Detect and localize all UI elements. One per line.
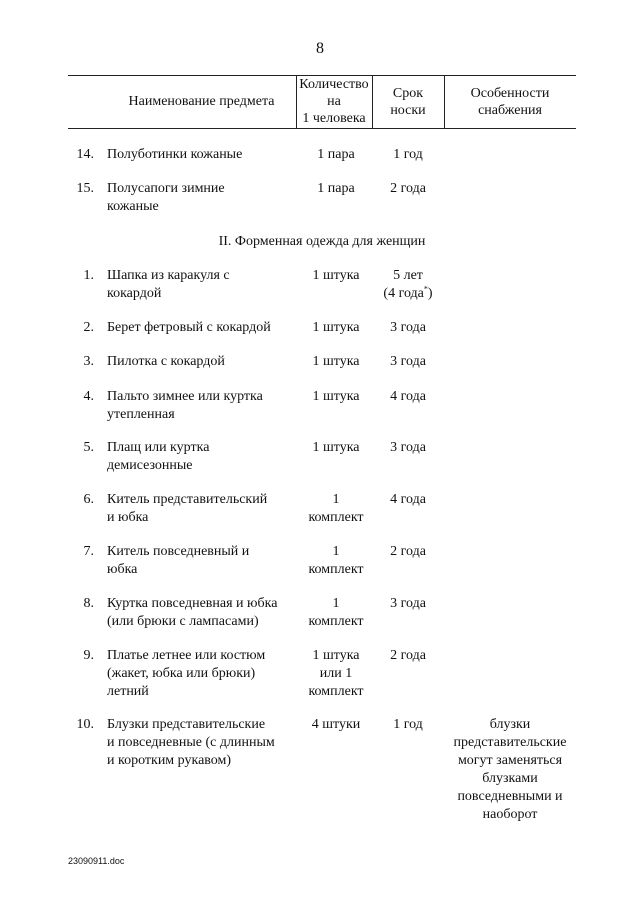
row-name [107, 319, 297, 337]
footnote-marker: * [423, 284, 428, 294]
row-term-line: 3 года [390, 596, 426, 611]
row-number: 14. [76, 147, 94, 162]
row-number: 2. [83, 320, 94, 335]
row-qty-line: 1 штука [312, 440, 360, 455]
row-name-line: и юбка [107, 510, 149, 525]
row-qty [296, 491, 376, 527]
row-qty [296, 543, 376, 579]
row-name-line: Пилотка с кокардой [107, 354, 225, 369]
row-note-line: блузки [489, 717, 531, 732]
row-number: 4. [83, 389, 94, 404]
row-qty-line: 1 пара [317, 181, 355, 196]
header-qty-line: Количество [299, 77, 369, 92]
row-name-line: и коротким рукавом) [107, 753, 232, 768]
header-qty-line: 1 человека [302, 111, 366, 126]
row-qty-line: 1 штука [312, 354, 360, 369]
row-qty [296, 716, 376, 734]
row-number: 15. [76, 181, 94, 196]
row-name-line: летний [107, 684, 149, 699]
row-qty [296, 180, 376, 198]
row-name [107, 388, 297, 424]
row-qty [296, 439, 376, 457]
row-term-close: ) [427, 286, 433, 301]
row-term [372, 353, 444, 371]
row-term-line: 2 года [390, 648, 426, 663]
row-name-line: Куртка повседневная и юбка [107, 596, 278, 611]
row-number: 1. [83, 268, 94, 283]
row-qty [296, 595, 376, 631]
row-note-line: повседневными и [457, 789, 563, 804]
row-qty-line: 1 штука [312, 389, 360, 404]
row-qty-line: комплект [308, 684, 364, 699]
row-name-line: кожаные [107, 199, 159, 214]
row-name [107, 146, 297, 164]
row-qty-line: 4 штуки [311, 717, 361, 732]
row-qty-line: 1 пара [317, 147, 355, 162]
row-term-text: (4 года [383, 286, 424, 301]
row-term-line [372, 285, 444, 303]
row-name [107, 543, 297, 579]
row-name-line: Китель повседневный и [107, 544, 250, 559]
row-qty-line: комплект [308, 614, 364, 629]
row-qty-line: 1 [332, 492, 340, 507]
row-name-line: Полусапоги зимние [107, 181, 225, 196]
row-term [372, 388, 444, 406]
row-qty [296, 647, 376, 701]
header-qty-line: на [327, 94, 341, 109]
section-title: II. Форменная одежда для женщин [218, 234, 426, 249]
row-qty-line: или 1 [319, 666, 353, 681]
row-name-line: и повседневные (с длинным [107, 735, 275, 750]
row-number: 10. [76, 717, 94, 732]
row-term-line: 1 год [393, 147, 423, 162]
row-number: 8. [83, 596, 94, 611]
row-term-line: 3 года [390, 320, 426, 335]
row-qty [296, 146, 376, 164]
header-note-line: снабжения [478, 103, 542, 118]
row-term-line: 3 года [390, 354, 426, 369]
row-number: 7. [83, 544, 94, 559]
header-note [444, 85, 576, 119]
row-name [107, 353, 297, 371]
row-term-line: 4 года [390, 389, 426, 404]
row-name-line: утепленная [107, 407, 175, 422]
row-name-line: кокардой [107, 286, 162, 301]
row-qty-line: 1 штука [312, 648, 360, 663]
row-note-line: могут заменяться [457, 753, 563, 768]
header-term-line: носки [390, 103, 426, 118]
row-name [107, 180, 297, 216]
row-number: 5. [83, 440, 94, 455]
row-qty-line: 1 штука [312, 320, 360, 335]
row-name-line: Блузки представительские [107, 717, 266, 732]
table-header-bottom-rule [68, 128, 576, 129]
row-name-line: демисезонные [107, 458, 193, 473]
row-term [372, 595, 444, 613]
row-term [372, 180, 444, 198]
row-name-line: Пальто зимнее или куртка [107, 389, 263, 404]
header-term [372, 85, 444, 119]
row-term [372, 491, 444, 509]
row-term [372, 319, 444, 337]
row-qty [296, 353, 376, 371]
row-name [107, 647, 297, 701]
page-number: 8 [316, 40, 324, 57]
row-qty-line: комплект [308, 510, 364, 525]
row-number: 9. [83, 648, 94, 663]
row-qty [296, 267, 376, 285]
row-term [372, 716, 444, 734]
row-name [107, 716, 297, 770]
row-term [372, 267, 444, 303]
header-note-line: Особенности [470, 86, 550, 101]
row-term-line: 1 год [393, 717, 423, 732]
footer-filename: 23090911.doc [68, 856, 125, 866]
header-term-line: Срок [392, 86, 424, 101]
header-name: Наименование предмета [128, 94, 275, 109]
row-name-line: (или брюки с лампасами) [107, 614, 259, 629]
row-term [372, 439, 444, 457]
row-note-line: представительские [453, 735, 567, 750]
header-qty [296, 76, 372, 127]
row-name [107, 595, 297, 631]
row-note [444, 716, 576, 824]
row-name-line: Плащ или куртка [107, 440, 210, 455]
row-term [372, 647, 444, 665]
row-qty-line: 1 штука [312, 268, 360, 283]
row-name-line: Шапка из каракуля с [107, 268, 230, 283]
row-qty [296, 388, 376, 406]
row-name [107, 491, 297, 527]
row-note-line: наоборот [482, 807, 538, 822]
row-note-line: блузками [482, 771, 538, 786]
row-term-line: 5 лет [393, 268, 423, 283]
row-term-line: 2 года [390, 544, 426, 559]
row-name [107, 439, 297, 475]
row-qty-line: 1 [332, 544, 340, 559]
row-qty-line: 1 [332, 596, 340, 611]
row-name-line: (жакет, юбка или брюки) [107, 666, 256, 681]
row-term [372, 146, 444, 164]
row-qty [296, 319, 376, 337]
row-name-line: Полуботинки кожаные [107, 147, 243, 162]
row-number: 6. [83, 492, 94, 507]
row-term-line: 2 года [390, 181, 426, 196]
row-term-line: 3 года [390, 440, 426, 455]
row-qty-line: комплект [308, 562, 364, 577]
row-name-line: Китель представительский [107, 492, 268, 507]
row-name-line: юбка [107, 562, 138, 577]
row-name-line: Берет фетровый с кокардой [107, 320, 271, 335]
row-term-line: 4 года [390, 492, 426, 507]
row-number: 3. [83, 354, 94, 369]
row-term [372, 543, 444, 561]
row-name [107, 267, 297, 303]
row-name-line: Платье летнее или костюм [107, 648, 266, 663]
